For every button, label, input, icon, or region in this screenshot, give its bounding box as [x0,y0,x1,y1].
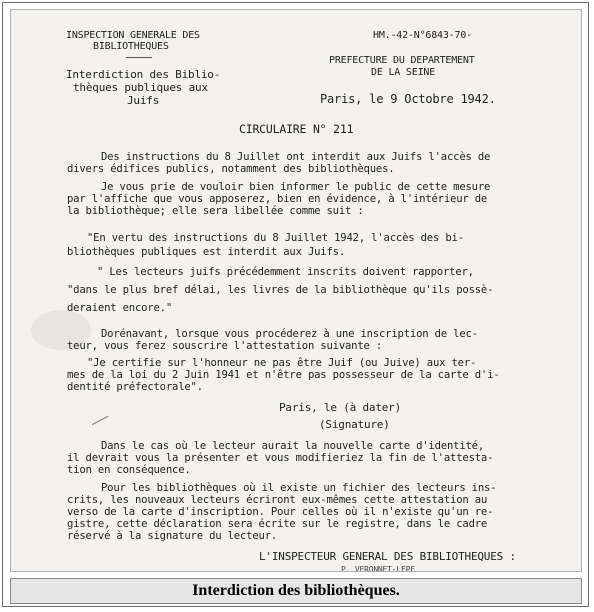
signer-name: P. VERONNET-LEPE [341,565,415,572]
p2-line1: Je vous prie de vouloir bien informer le public de cette mesure [101,181,491,193]
signature-placeholder: (Signature) [319,418,390,431]
header-left-line1: INSPECTION GENERALE DES [66,30,200,41]
header-left-subject-line3: Juifs [127,94,160,107]
p6-line2: mes de la loi du 2 Juin 1941 et n'être pas possesseur de la carte d'i- [67,369,500,381]
p4-line3: deraient encore." [67,302,173,314]
image-caption: Interdiction des bibliothèques. [10,578,582,604]
p6-line1: "Je certifie sur l'honneur ne pas être Juif (ou Juive) aux ter- [87,357,477,369]
reference-number: HM.-42-N°6843-70- [373,30,472,41]
place-date-line: Paris, le (à dater) [279,401,402,414]
header-right-line1: PREFECTURE DU DEPARTEMENT [329,55,475,66]
p3-line2: bliothèques publiques est interdit aux Juifs. [67,246,346,258]
paper-smudge [31,310,91,350]
pen-mark [92,416,108,425]
p6-line3: dentité préfectorale". [67,381,203,393]
header-left-line2: BIBLIOTHEQUES [93,41,169,52]
header-left-divider [126,57,152,58]
p5-line2: teur, vous ferez souscrire l'attestation suivante : [67,340,383,352]
closing-title: L'INSPECTEUR GENERAL DES BIBLIOTHEQUES : [259,550,516,563]
p7-line2: il devrait vous la présenter et vous modifieriez la fin de l'attesta- [67,452,494,464]
p7-line3: tion en conséquence. [67,464,191,476]
document-date: Paris, le 9 Octobre 1942. [320,92,496,106]
p8-line4: gistre, cette déclaration sera écrite sur le registre, dans le cadre [67,518,488,530]
p8-line1: Pour les bibliothèques où il existe un fichier des lecteurs ins- [101,482,497,494]
p1-line1: Des instructions du 8 Juillet ont interdit aux Juifs l'accès de [101,151,491,163]
p2-line2: par l'affiche que vous apposerez, bien en évidence, à l'intérieur de [67,193,488,205]
circular-title: CIRCULAIRE N° 211 [239,122,354,136]
p8-line5: réservé à la signature du lecteur. [67,530,278,542]
p8-line2: crits, les nouveaux lecteurs écriront eux-mêmes cette attestation au [67,494,488,506]
p8-line3: verso de la carte d'inscription. Pour celles où il n'existe qu'un re- [67,506,494,518]
p2-line3: la bibliothèque; elle sera libellée comme suit : [67,205,364,217]
scanned-document [10,9,582,572]
p1-line2: divers édifices publics, notamment des bibliothèques. [67,163,395,175]
header-left-subject-line2: thèques publiques aux [73,81,208,94]
p7-line1: Dans le cas où le lecteur aurait la nouvelle carte d'identité, [101,440,485,452]
header-left-subject-line1: Interdiction des Biblio- [66,68,221,81]
p4-line2: "dans le plus bref délai, les livres de la bibliothèque qu'ils possè- [67,284,494,296]
p4-line1: " Les lecteurs juifs précédemment inscrits doivent rapporter, [97,266,474,278]
p3-line1: "En vertu des instructions du 8 Juillet 1942, l'accès des bi- [87,232,464,244]
p5-line1: Dorénavant, lorsque vous procéderez à une inscription de lec- [101,328,478,340]
header-right-line2: DE LA SEINE [371,67,436,78]
